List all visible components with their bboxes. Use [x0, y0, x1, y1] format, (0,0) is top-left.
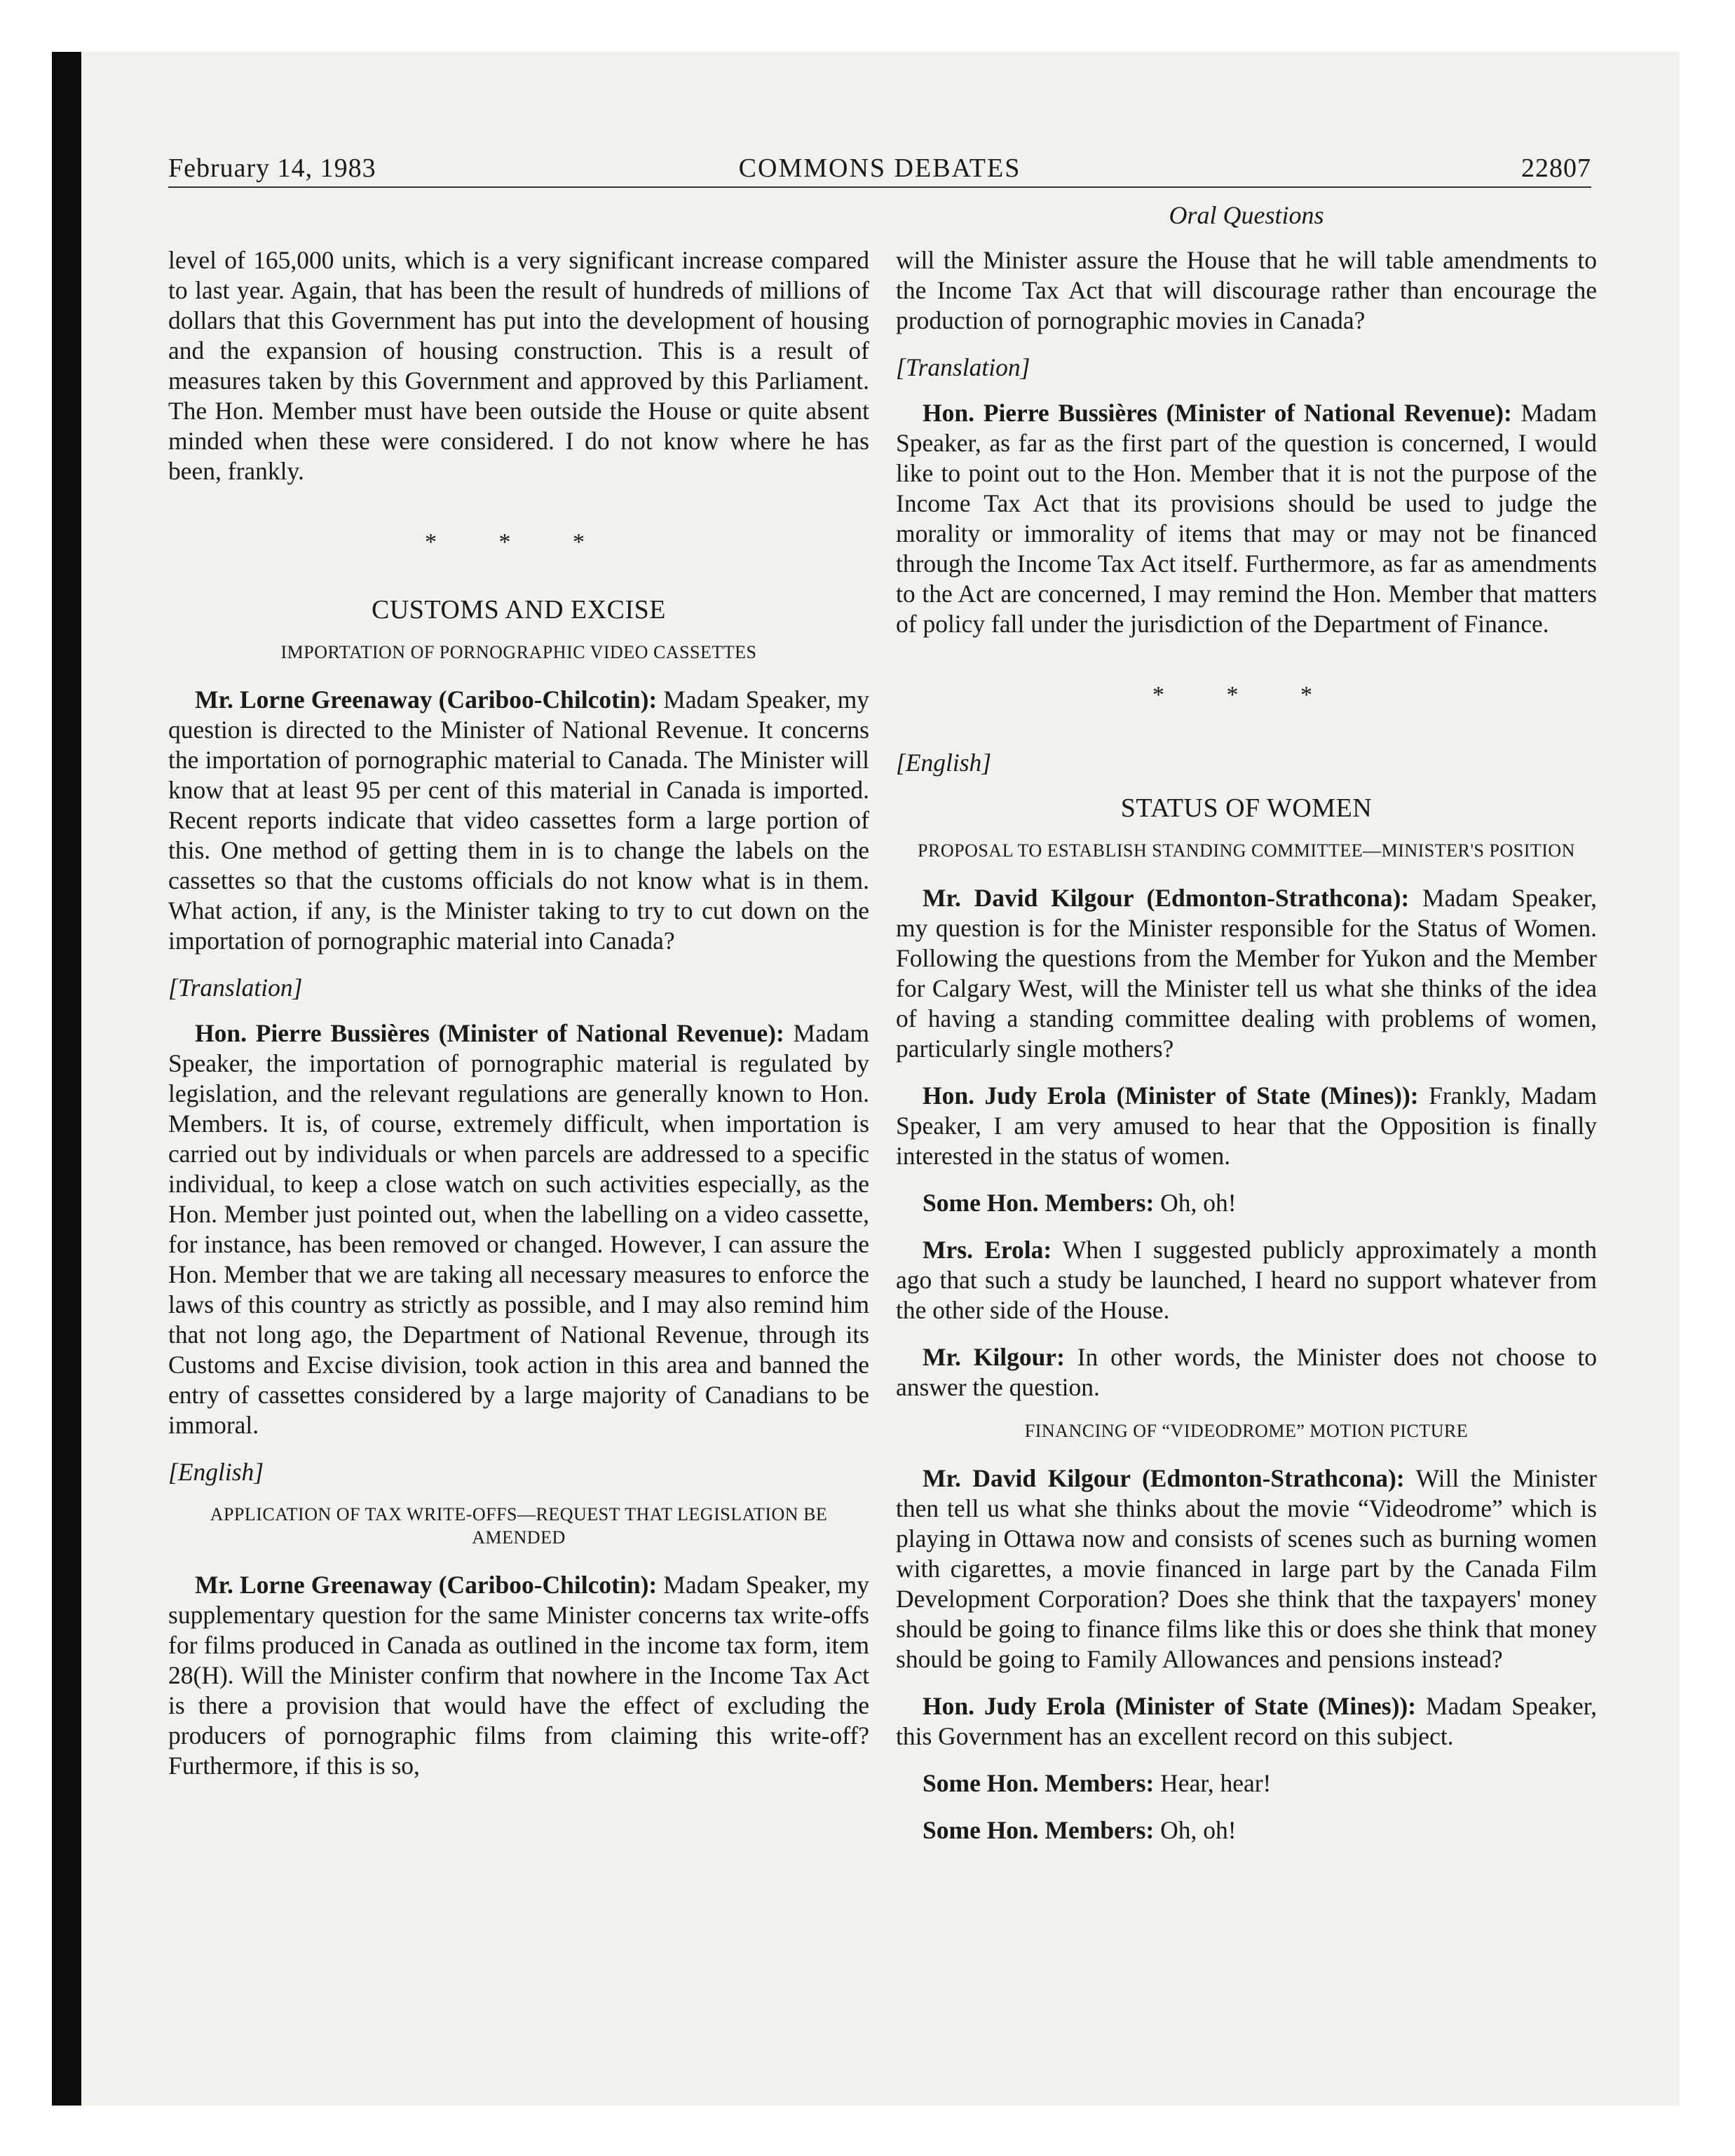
- right-column: [896, 245, 1597, 1862]
- paragraph: [896, 1342, 1597, 1403]
- header-title: COMMONS DEBATES: [738, 153, 1021, 183]
- paragraph: [896, 1081, 1597, 1171]
- section-heading: STATUS OF WOMEN: [1120, 793, 1373, 823]
- subheading: PROPOSAL TO ESTABLISH STANDING COMMITTEE—MINISTER'S POSITION: [918, 840, 1575, 861]
- header-date: February 14, 1983: [168, 153, 376, 183]
- paragraph: [896, 1815, 1597, 1845]
- speaker-name: Mr. Lorne Greenaway (Cariboo-Chilcotin):: [195, 1571, 658, 1599]
- speech-text: Will the Minister then tell us what she thinks about the movie “Videodrome” which is playing in Ottawa now and consists of scenes such as burning women with cigarettes, a movie financed in large part by the Canada Film Development Corporation? Does she think that the taxpayers' money should be going to finance films like this or does she think that money should be going to Family Allowances and pensions instead?: [896, 1464, 1597, 1673]
- speaker-name: Some Hon. Members:: [923, 1816, 1155, 1844]
- speech-text: When I suggested publicly approximately a month ago that such a study be launched, I heard no support whatever from the other side of the House.: [896, 1236, 1597, 1324]
- paragraph: [896, 1188, 1597, 1218]
- speaker-name: Hon. Pierre Bussières (Minister of National Revenue):: [923, 399, 1512, 427]
- paragraph: [896, 1464, 1597, 1674]
- speech-text: Hear, hear!: [1154, 1769, 1272, 1797]
- speech-text: Madam Speaker, my question is directed to the Minister of National Revenue. It concerns the importation of pornographic material to Canada. The Minister will know that at least 95 per cent of this material in Canada is imported. Recent reports indicate that video cassettes form a large portion of this. One method of getting them in is to change the labels on the cassettes so that the customs officials do not know what is in them. What action, if any, is the Minister taking to try to cut down on the importation of pornographic material into Canada?: [168, 685, 870, 955]
- speech-text: In other words, the Minister does not choose to answer the question.: [896, 1343, 1597, 1401]
- speaker-name: Mr. David Kilgour (Edmonton-Strathcona):: [923, 1464, 1405, 1492]
- speaker-name: Hon. Judy Erola (Minister of State (Mines)):: [923, 1692, 1417, 1720]
- speaker-name: Some Hon. Members:: [923, 1189, 1155, 1217]
- paragraph: [896, 1768, 1597, 1799]
- speech-text: Madam Speaker, this Government has an excellent record on this subject.: [896, 1692, 1597, 1750]
- subheading: IMPORTATION OF PORNOGRAPHIC VIDEO CASSETTES: [280, 642, 757, 662]
- scan-border: [52, 52, 81, 2106]
- speaker-name: Hon. Judy Erola (Minister of State (Mines)):: [923, 1082, 1419, 1110]
- paragraph: will the Minister assure the House that he will table amendments to the Income Tax Act that will discourage rather than encourage the production of pornographic movies in Canada?: [896, 246, 1597, 334]
- speech-text: Oh, oh!: [1154, 1189, 1237, 1217]
- speaker-name: Mr. David Kilgour (Edmonton-Strathcona):: [923, 884, 1410, 912]
- language-marker: [English]: [168, 1458, 264, 1486]
- paragraph: [896, 883, 1597, 1064]
- speech-text: Madam Speaker, my supplementary question for the same Minister concerns tax write-offs for films produced in Canada as outlined in the income tax form, item 28(H). Will the Minister confirm that nowhere in the Income Tax Act is there a provision that would have the effect of excluding the producers of pornographic films from claiming this write-off? Furthermore, if this is so,: [168, 1571, 870, 1780]
- language-marker: [Translation]: [896, 353, 1030, 381]
- page-number: 22807: [1521, 153, 1591, 183]
- paragraph: [896, 1691, 1597, 1752]
- paragraph: [896, 398, 1597, 639]
- language-marker: [Translation]: [168, 974, 303, 1002]
- paragraph: [168, 685, 869, 956]
- speech-text: Madam Speaker, as far as the first part of the question is concerned, I would like to point out to the Hon. Member that it is not the purpose of the Income Tax Act that its provisions should be used to judge the morality or immorality of items that may or may not be financed through the Income Tax Act itself. Furthermore, as far as amendments to the Act are concerned, I may remind the Hon. Member that matters of policy fall under the jurisdiction of the Department of Finance.: [896, 399, 1597, 638]
- section-label: Oral Questions: [1169, 201, 1324, 229]
- left-column: [168, 245, 869, 1798]
- page-header: [168, 147, 1591, 188]
- section-heading: CUSTOMS AND EXCISE: [371, 595, 667, 625]
- paragraph: [168, 1570, 869, 1781]
- speaker-name: Some Hon. Members:: [923, 1769, 1155, 1797]
- language-marker: [English]: [896, 749, 992, 777]
- speaker-name: Mrs. Erola:: [923, 1236, 1052, 1264]
- speech-text: Oh, oh!: [1154, 1816, 1237, 1844]
- paragraph: [896, 1235, 1597, 1325]
- section-divider: * * *: [1152, 682, 1340, 708]
- speech-text: Madam Speaker, the importation of pornographic material is regulated by legislation, and the relevant regulations are generally known to Hon. Members. It is, of course, extremely difficult, when importation is carried out by individuals or when parcels are addressed to a specific individual, to keep a close watch on such activities especially, as the Hon. Member just pointed out, when the labelling on a video cassette, for instance, has been removed or changed. However, I can assure the Hon. Member that we are taking all necessary measures to enforce the laws of this country as strictly as possible, and I may also remind him that not long ago, the Department of National Revenue, through its Customs and Excise division, took action in this area and banned the entry of cassettes considered by a large majority of Canadians to be immoral.: [168, 1019, 869, 1439]
- paragraph: [168, 1018, 869, 1440]
- subheading: APPLICATION OF TAX WRITE-OFFS—REQUEST THAT LEGISLATION BE AMENDED: [210, 1504, 828, 1548]
- speaker-name: Mr. Lorne Greenaway (Cariboo-Chilcotin):: [195, 685, 658, 714]
- speech-text: Madam Speaker, my question is for the Minister responsible for the Status of Women. Following the questions from the Member for Yukon and the Member for Calgary West, will the Minister tell us what she thinks of the idea of having a standing committee dealing with problems of women, particularly single mothers?: [896, 884, 1597, 1063]
- paragraph: level of 165,000 units, which is a very significant increase compared to last year. Again, that has been the result of hundreds of millions of dollars that this Government has put into the development of housing and the expansion of housing construction. This is a result of measures taken by this Government and approved by this Parliament. The Hon. Member must have been outside the House or quite absent minded when these were considered. I do not know where he has been, frankly.: [168, 246, 869, 485]
- speaker-name: Hon. Pierre Bussières (Minister of National Revenue):: [195, 1019, 784, 1047]
- speech-text: Frankly, Madam Speaker, I am very amused to hear that the Opposition is finally interested in the status of women.: [896, 1082, 1597, 1170]
- section-divider: * * *: [425, 529, 613, 555]
- subheading: FINANCING OF “VIDEODROME” MOTION PICTURE: [1024, 1421, 1469, 1441]
- speaker-name: Mr. Kilgour:: [923, 1343, 1065, 1371]
